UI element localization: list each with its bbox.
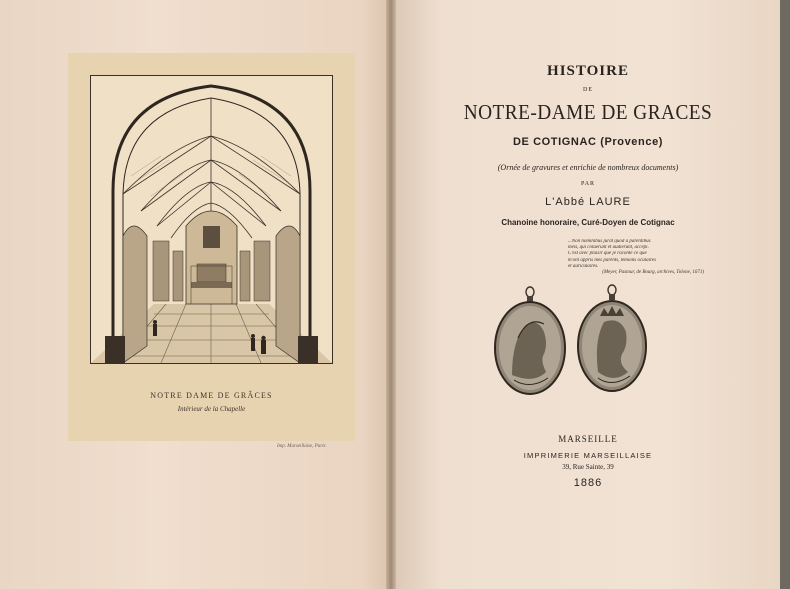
medal-right [578, 285, 646, 391]
place-line: DE COTIGNAC (Provence) [512, 136, 664, 148]
title-histoire: HISTOIRE [547, 63, 629, 79]
book-gutter [386, 0, 396, 589]
epigraph-line: et auriculaires. [568, 263, 599, 269]
left-page [0, 0, 393, 589]
main-title: NOTRE-DAME DE GRACES [463, 100, 713, 124]
engraving-plate [68, 53, 355, 441]
epigraph-line: m'ont appris mes parents, témoins oculaires [568, 257, 656, 263]
press-address: 39, Rue Sainte, 39 [562, 463, 614, 471]
epigraph-line: C'est avec plaisir que je raconte ce que [568, 251, 647, 257]
epigraph [568, 239, 708, 276]
city: MARSEILLE [558, 434, 618, 444]
printer-credit: Imp. Marseillaise, Paris [277, 444, 326, 449]
subtitle: (Ornée de gravures et enrichie de nombreux documents) [497, 163, 679, 172]
title-de: DE [583, 87, 593, 93]
author-name: L'Abbé LAURE [545, 196, 631, 208]
publication-year: 1886 [573, 477, 603, 489]
plate-subtitle: Intérieur de la Chapelle [177, 405, 246, 413]
background-edge [780, 0, 790, 589]
epigraph-line: ...Non nominibus jurat quod a parentibus [568, 239, 651, 244]
medal-left [495, 287, 565, 394]
par-line: PAR [580, 181, 596, 187]
chapel-engraving [90, 75, 333, 364]
press-name: IMPRIMERIE MARSEILLAISE [523, 451, 653, 460]
epigraph-source: (Meyer, Pastour, de Bourg, archives, Tolone, 1671) [602, 270, 704, 276]
epigraph-line: meis, qui coluerunt et audierunt, accepi. [568, 245, 649, 251]
title-page [396, 0, 780, 589]
medals-illustration [488, 280, 658, 400]
author-role: Chanoine honoraire, Curé-Doyen de Cotignac [501, 218, 675, 227]
chapel-interior-illustration [91, 76, 332, 363]
plate-title: NOTRE DAME DE GRÂCES [150, 391, 273, 400]
